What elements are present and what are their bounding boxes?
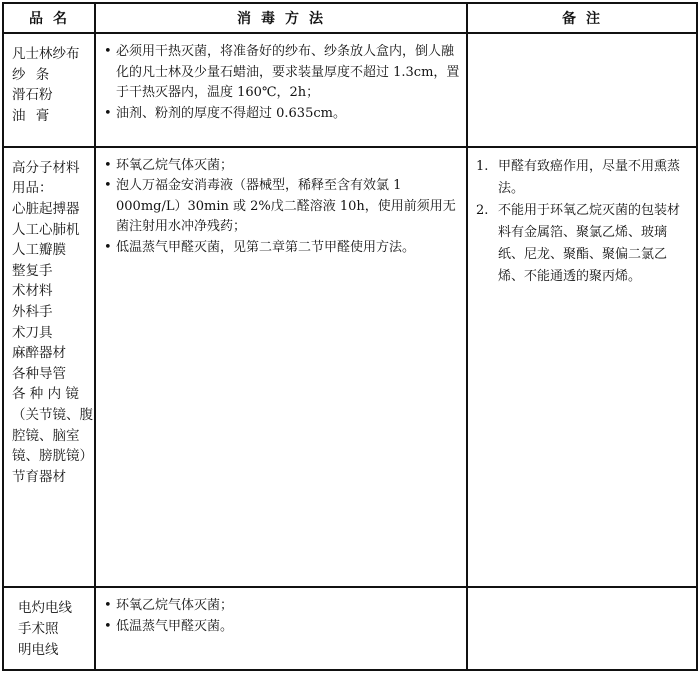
notes-cell xyxy=(467,147,697,588)
method-cell xyxy=(95,147,467,588)
item-name: 滑石粉 xyxy=(12,87,53,104)
item-names-cell xyxy=(3,33,95,147)
note-item xyxy=(476,156,690,200)
item-names-cell xyxy=(3,147,95,588)
notes-cell xyxy=(467,33,697,147)
header-item-name: 品名 xyxy=(3,3,95,33)
item-names-cell xyxy=(3,587,95,670)
item-name: 油 膏 xyxy=(12,107,53,124)
method-cell xyxy=(95,587,467,670)
item-name: 各种导管 xyxy=(12,365,66,382)
item-name: 节育器材 xyxy=(12,468,66,485)
table-row xyxy=(3,33,697,147)
method-item: • 必须用干热灭菌，将准备好的纱布、纱条放人盒内，倒人融化的凡士林及少量石蜡油，要求装量厚度不超过 1.3cm，置于干热灭器内，温度 160℃，2h； xyxy=(102,42,460,104)
header-row xyxy=(3,3,697,33)
item-name: 用品： xyxy=(12,180,53,197)
item-name: 外科手 xyxy=(12,304,53,320)
item-name: 凡士林纱布 xyxy=(12,46,80,63)
method-item: • 环氧乙烷气体灭菌； xyxy=(102,156,460,177)
note-text: 不能用于环氧乙烷灭菌的包装材料有金属箔、聚氯乙烯、玻璃纸、尼龙、聚酯、聚偏二氯乙烯、不能通透的聚丙烯。 xyxy=(498,202,681,284)
item-name: 整复手 xyxy=(12,262,53,279)
item-name: 明电线 xyxy=(18,641,59,658)
item-name: 纱 条 xyxy=(12,66,53,83)
item-name: 人工瓣膜 xyxy=(12,242,66,259)
item-name: 术刀具 xyxy=(12,324,53,341)
item-name: 麻醉器材 xyxy=(12,345,66,362)
notes-cell xyxy=(467,587,697,670)
method-item: • 环氧乙烷气体灭菌； xyxy=(102,596,460,617)
method-item: • 泡人万福金安消毒液（器械型，稀释至含有效氯 1 000mg/L）30min 或 2%戊二醛溶液 10h，使用前须用无菌注射用水冲净残药； xyxy=(102,176,460,238)
item-name: 电灼电线 xyxy=(18,600,72,617)
table-row xyxy=(3,587,697,670)
note-number: 1. xyxy=(476,158,489,174)
item-name: 高分子材料 xyxy=(12,159,80,176)
method-cell xyxy=(95,33,467,147)
item-name: 各 种 内 镜 xyxy=(12,386,79,403)
item-name: （关节镜、腹 xyxy=(12,406,93,423)
disinfection-table xyxy=(2,2,698,671)
header-method: 消毒方法 xyxy=(95,3,467,33)
item-name: 腔镜、脑室 xyxy=(12,427,80,444)
method-item: • 低温蒸气甲醛灭菌，见第二章第二节甲醛使用方法。 xyxy=(102,238,460,259)
method-item: • 低温蒸气甲醛灭菌。 xyxy=(102,617,460,638)
item-name: 术材料 xyxy=(12,283,53,300)
item-name: 手术照 xyxy=(18,621,59,638)
item-name: 镜、膀胱镜） xyxy=(12,448,93,465)
note-number: 2. xyxy=(476,202,489,218)
method-item: • 油剂、粉剂的厚度不得超过 0.635cm。 xyxy=(102,104,460,125)
table-row xyxy=(3,147,697,588)
item-name: 人工心肺机 xyxy=(12,221,80,238)
header-notes: 备注 xyxy=(467,3,697,33)
note-item xyxy=(476,200,690,288)
item-name: 心脏起搏器 xyxy=(12,201,80,218)
note-text: 甲醛有致癌作用，尽量不用熏蒸法。 xyxy=(498,158,681,196)
